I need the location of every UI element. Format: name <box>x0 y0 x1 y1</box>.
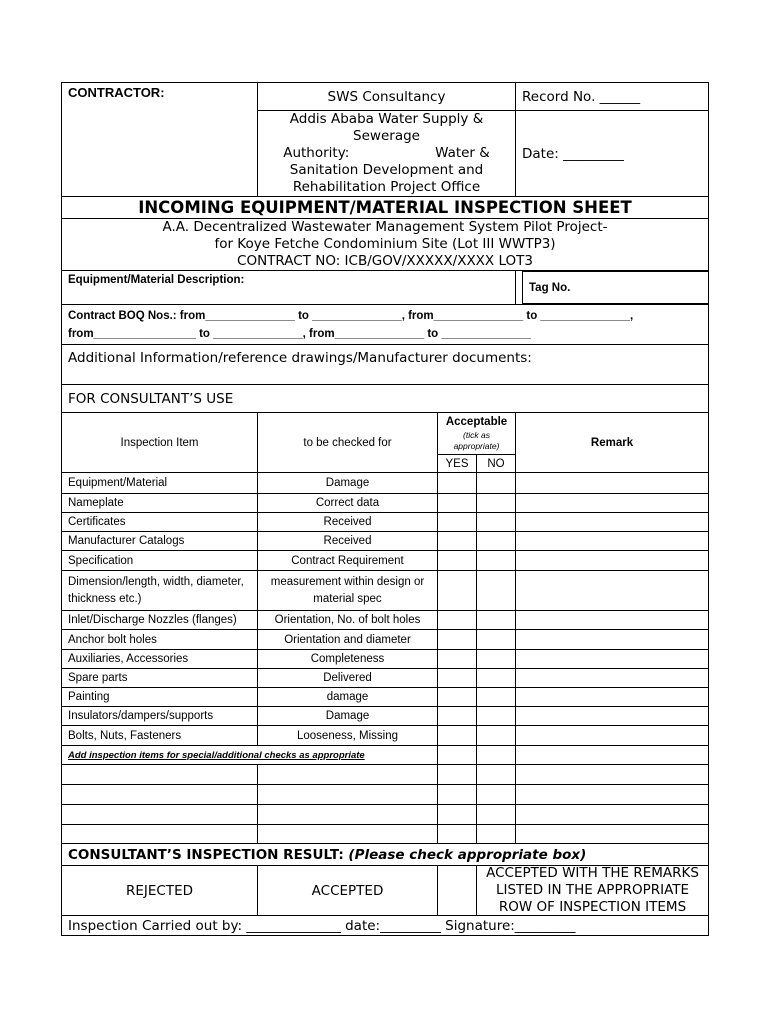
column-header-remark: Remark <box>516 413 709 473</box>
inspection-result-heading: CONSULTANT’S INSPECTION RESULT: (Please check appropriate box) <box>62 844 709 866</box>
no-checkbox[interactable] <box>477 630 516 650</box>
check-criteria: Contract Requirement <box>258 551 438 571</box>
yes-checkbox[interactable] <box>438 805 477 825</box>
accepted-with-remarks-option[interactable]: ACCEPTED WITH THE REMARKS LISTED IN THE APPROPRIATE ROW OF INSPECTION ITEMS <box>486 865 699 915</box>
check-criteria-field[interactable] <box>258 805 438 825</box>
remark-field[interactable] <box>516 473 709 494</box>
check-criteria: measurement within design or material spec <box>258 571 438 611</box>
yes-checkbox[interactable] <box>438 765 477 785</box>
no-checkbox[interactable] <box>477 707 516 726</box>
yes-checkbox[interactable] <box>438 611 477 630</box>
check-criteria: Received <box>258 513 438 532</box>
no-checkbox[interactable] <box>477 532 516 551</box>
remark-field[interactable] <box>516 805 709 825</box>
record-number-field[interactable]: Record No. ______ <box>516 83 709 111</box>
no-checkbox[interactable] <box>477 805 516 825</box>
no-checkbox[interactable] <box>477 650 516 669</box>
inspection-item: Insulators/dampers/supports <box>62 707 258 726</box>
yes-checkbox[interactable] <box>438 532 477 551</box>
inspection-item: Dimension/length, width, diameter, thickness etc.) <box>62 571 258 611</box>
inspection-item-field[interactable] <box>62 785 258 805</box>
no-checkbox[interactable] <box>477 611 516 630</box>
remark-field[interactable] <box>516 532 709 551</box>
inspection-item: Inlet/Discharge Nozzles (flanges) <box>62 611 258 630</box>
column-header-inspection-item: Inspection Item <box>62 413 258 473</box>
remark-field[interactable] <box>516 551 709 571</box>
check-criteria: Looseness, Missing <box>258 726 438 746</box>
yes-checkbox[interactable] <box>438 473 477 494</box>
column-header-check-for: to be checked for <box>258 413 438 473</box>
yes-checkbox[interactable] <box>438 513 477 532</box>
table-row <box>62 532 709 551</box>
yes-checkbox[interactable] <box>438 669 477 688</box>
remark-field[interactable] <box>516 726 709 746</box>
date-field[interactable]: Date: _________ <box>516 111 709 197</box>
blank-row <box>62 805 709 825</box>
remark-field[interactable] <box>516 669 709 688</box>
remark-field[interactable] <box>516 765 709 785</box>
yes-checkbox[interactable] <box>438 726 477 746</box>
authority-name: Addis Ababa Water Supply & Sewerage Authority: Water & Sanitation Development and Rehabilitation Project Office <box>258 111 516 197</box>
blank-row <box>62 785 709 805</box>
check-criteria: Damage <box>258 707 438 726</box>
remark-field[interactable] <box>516 746 709 765</box>
inspection-item-field[interactable] <box>62 805 258 825</box>
table-row <box>62 571 709 611</box>
table-row <box>62 473 709 494</box>
inspection-item: Certificates <box>62 513 258 532</box>
inspection-signoff-line[interactable]: Inspection Carried out by: ______________ date:_________ Signature:_________ <box>62 916 709 936</box>
inspection-item: Manufacturer Catalogs <box>62 532 258 551</box>
accepted-with-remarks-cell <box>438 866 709 916</box>
accepted-option[interactable]: ACCEPTED <box>258 866 438 916</box>
no-checkbox[interactable] <box>477 551 516 571</box>
remark-field[interactable] <box>516 650 709 669</box>
blank-row <box>62 765 709 785</box>
inspection-item: Equipment/Material <box>62 473 258 494</box>
column-header-yes: YES <box>438 455 477 473</box>
inspection-sheet <box>61 82 708 936</box>
yes-checkbox[interactable] <box>438 494 477 513</box>
project-description: A.A. Decentralized Wastewater Management System Pilot Project- for Koye Fetche Condominium Site (Lot III WWTP3) CONTRACT NO: ICB/GOV/XXXXX/XXXX LOT3 <box>62 219 709 271</box>
check-criteria: Orientation and diameter <box>258 630 438 650</box>
inspection-item: Painting <box>62 688 258 707</box>
check-criteria: Completeness <box>258 650 438 669</box>
table-row <box>62 707 709 726</box>
remark-field[interactable] <box>516 571 709 611</box>
table-row <box>62 551 709 571</box>
table-row <box>62 611 709 630</box>
table-row <box>62 669 709 688</box>
contractor-label: CONTRACTOR: <box>62 83 258 197</box>
check-criteria: Orientation, No. of bolt holes <box>258 611 438 630</box>
table-row <box>62 726 709 746</box>
remark-field[interactable] <box>516 611 709 630</box>
yes-checkbox[interactable] <box>438 785 477 805</box>
yes-checkbox[interactable] <box>438 688 477 707</box>
tag-cell <box>516 271 709 305</box>
table-row <box>62 630 709 650</box>
check-criteria-field[interactable] <box>258 825 438 844</box>
check-criteria: Correct data <box>258 494 438 513</box>
yes-checkbox[interactable] <box>438 825 477 844</box>
column-header-no: NO <box>477 455 516 473</box>
yes-checkbox[interactable] <box>438 551 477 571</box>
check-criteria: Damage <box>258 473 438 494</box>
inspection-item: Specification <box>62 551 258 571</box>
column-header-acceptable: Acceptable (tick as appropriate) <box>438 413 516 455</box>
no-checkbox[interactable] <box>477 726 516 746</box>
no-checkbox[interactable] <box>477 688 516 707</box>
yes-checkbox[interactable] <box>438 571 477 611</box>
check-criteria-field[interactable] <box>258 765 438 785</box>
check-criteria: damage <box>258 688 438 707</box>
remark-field[interactable] <box>516 630 709 650</box>
table-row <box>62 650 709 669</box>
consultant-use-heading: FOR CONSULTANT’S USE <box>62 385 709 413</box>
rejected-option[interactable]: REJECTED <box>62 866 258 916</box>
remark-field[interactable] <box>516 513 709 532</box>
additional-items-note: Add inspection items for special/additional checks as appropriate <box>62 746 438 765</box>
no-checkbox[interactable] <box>477 494 516 513</box>
no-checkbox[interactable] <box>477 765 516 785</box>
contract-boq-field[interactable]: Contract BOQ Nos.: from______________ to ______________, from______________ to ______________, from________________ to ______________, from______________ to ______________ <box>62 305 709 345</box>
no-checkbox[interactable] <box>477 513 516 532</box>
no-checkbox[interactable] <box>477 825 516 844</box>
inspection-item: Nameplate <box>62 494 258 513</box>
sheet-title: INCOMING EQUIPMENT/MATERIAL INSPECTION SHEET <box>62 197 709 219</box>
inspection-item: Spare parts <box>62 669 258 688</box>
check-criteria: Received <box>258 532 438 551</box>
no-checkbox[interactable] <box>477 785 516 805</box>
remark-field[interactable] <box>516 494 709 513</box>
inspection-item: Anchor bolt holes <box>62 630 258 650</box>
inspection-item-field[interactable] <box>62 825 258 844</box>
no-checkbox[interactable] <box>477 473 516 494</box>
blank-row <box>62 825 709 844</box>
yes-checkbox[interactable] <box>438 630 477 650</box>
check-criteria-field[interactable] <box>258 785 438 805</box>
inspection-item: Auxiliaries, Accessories <box>62 650 258 669</box>
remark-field[interactable] <box>516 688 709 707</box>
equipment-description-field[interactable]: Equipment/Material Description: <box>62 271 516 305</box>
table-row <box>62 494 709 513</box>
remark-field[interactable] <box>516 785 709 805</box>
additional-information-field[interactable]: Additional Information/reference drawings/Manufacturer documents: <box>62 345 709 385</box>
inspection-item-field[interactable] <box>62 765 258 785</box>
check-criteria: Delivered <box>258 669 438 688</box>
no-checkbox[interactable] <box>477 571 516 611</box>
accepted-with-remarks-checkbox[interactable] <box>438 866 477 915</box>
table-row <box>62 513 709 532</box>
inspection-item: Bolts, Nuts, Fasteners <box>62 726 258 746</box>
yes-checkbox[interactable] <box>438 650 477 669</box>
consultant-name: SWS Consultancy <box>258 83 516 111</box>
tag-number-field[interactable]: Tag No. <box>523 271 709 304</box>
yes-checkbox[interactable] <box>438 746 477 765</box>
yes-checkbox[interactable] <box>438 707 477 726</box>
remark-field[interactable] <box>516 825 709 844</box>
table-row <box>62 746 709 765</box>
no-checkbox[interactable] <box>477 669 516 688</box>
remark-field[interactable] <box>516 707 709 726</box>
inspection-form-table <box>61 82 709 936</box>
no-checkbox[interactable] <box>477 746 516 765</box>
table-row <box>62 688 709 707</box>
